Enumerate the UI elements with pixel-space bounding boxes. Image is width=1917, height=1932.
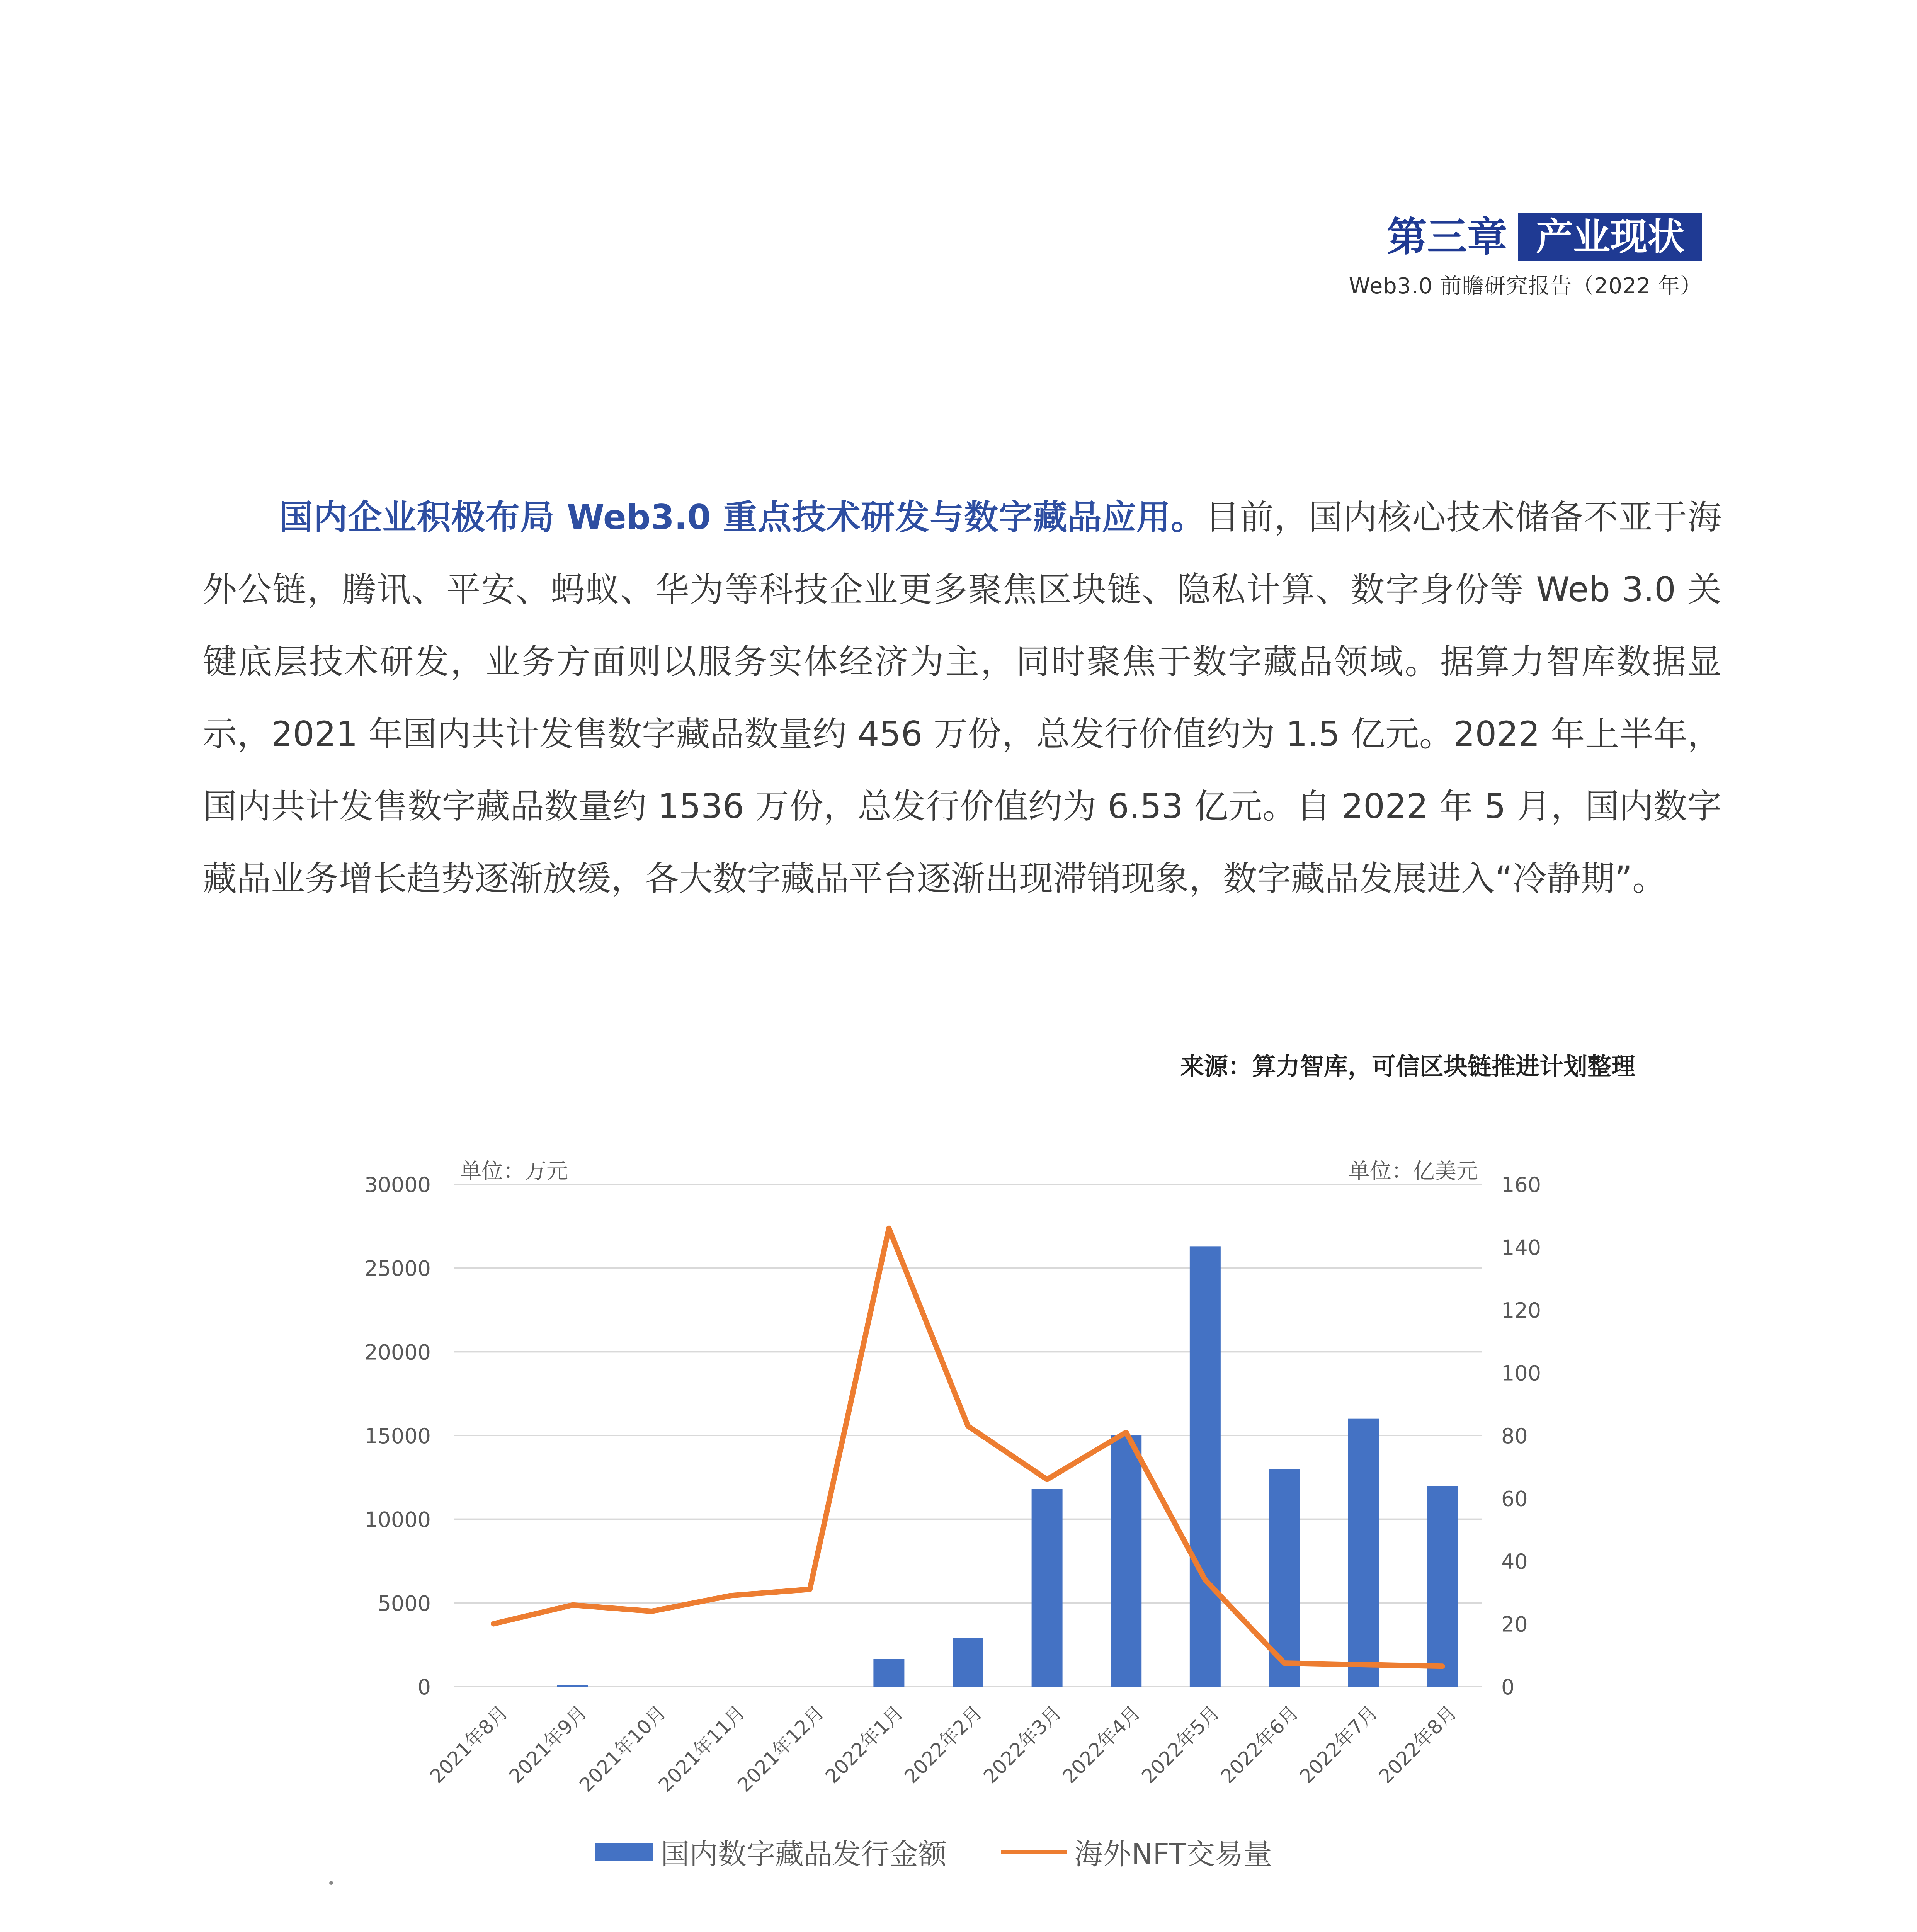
x-tick-label: 2021年11月 [654, 1701, 750, 1797]
chapter-title: 产业现状 [1518, 213, 1702, 261]
x-tick-label: 2022年7月 [1295, 1701, 1382, 1788]
bar [1427, 1486, 1458, 1687]
x-tick-label: 2021年10月 [575, 1701, 671, 1797]
bar [1111, 1435, 1141, 1687]
right-axis-ticks [1501, 1173, 1541, 1699]
legend-label-bars: 国内数字藏品发行金额 [661, 1838, 947, 1871]
legend-item-line [1001, 1832, 1272, 1872]
paragraph-lead: 国内企业积极布局 Web3.0 重点技术研发与数字藏品应用。 [279, 497, 1206, 537]
left-axis-ticks [364, 1173, 431, 1699]
bar [1032, 1489, 1063, 1687]
left-axis-unit: 单位：万元 [460, 1159, 568, 1184]
legend-item-bars [595, 1832, 947, 1872]
right-tick-label: 20 [1501, 1612, 1528, 1637]
x-tick-label: 2022年2月 [900, 1701, 987, 1788]
bar [873, 1659, 904, 1687]
left-tick-label: 25000 [364, 1256, 431, 1281]
x-tick-label: 2021年8月 [425, 1701, 512, 1788]
bar-series [557, 1246, 1458, 1687]
bar [1190, 1246, 1221, 1687]
right-tick-label: 160 [1501, 1173, 1541, 1197]
legend-line-swatch [1001, 1850, 1067, 1854]
x-tick-label: 2022年5月 [1137, 1701, 1224, 1788]
line-series [493, 1228, 1442, 1666]
legend-label-line: 海外NFT交易量 [1074, 1838, 1272, 1871]
right-tick-label: 120 [1501, 1298, 1541, 1323]
source-note: 来源：算力智库，可信区块链推进计划整理 [1180, 1052, 1635, 1080]
x-tick-label: 2022年4月 [1058, 1701, 1145, 1788]
left-tick-label: 20000 [364, 1340, 431, 1365]
right-tick-label: 0 [1501, 1675, 1515, 1699]
x-tick-label: 2022年1月 [821, 1701, 908, 1788]
x-tick-label: 2021年12月 [733, 1701, 829, 1797]
right-tick-label: 80 [1501, 1424, 1528, 1448]
paragraph-text: 目前，国内核心技术储备不亚于海外公链，腾讯、平安、蚂蚁、华为等科技企业更多聚焦区块链、隐私计算、数字身份等 Web 3.0 关键底层技术研发，业务方面则以服务实体经济为主，同时聚焦于数字藏品领域。据算力智库数据显示，2021 年国内共计发售数字藏品数量约 456 万份，总发行价值约为 1.5 亿元。2022 年上半年，国内共计发售数字藏品数量约 1536 万份，总发行价值约为 6.53 亿元。自 2022 年 5 月，国内数字藏品业务增长趋势逐渐放缓，各大数字藏品平台逐渐出现滞销现象，数字藏品发展进入“冷静期”。 [203, 497, 1721, 898]
left-tick-label: 5000 [378, 1591, 431, 1616]
x-tick-label: 2021年9月 [505, 1701, 592, 1788]
left-tick-label: 10000 [364, 1507, 431, 1532]
x-tick-label: 2022年8月 [1374, 1701, 1461, 1788]
chart-gridlines [454, 1184, 1482, 1687]
stray-dot [329, 1881, 333, 1885]
legend-bar-swatch [595, 1843, 653, 1861]
chapter-number: 第三章 [1386, 213, 1507, 260]
report-title: Web3.0 前瞻研究报告（2022 年） [1349, 274, 1702, 299]
right-tick-label: 60 [1501, 1486, 1528, 1511]
chart-legend [595, 1832, 1326, 1872]
right-tick-label: 40 [1501, 1549, 1528, 1574]
right-axis-unit: 单位：亿美元 [1348, 1159, 1478, 1184]
bar [953, 1638, 983, 1687]
left-tick-label: 0 [417, 1675, 431, 1699]
x-tick-label: 2022年3月 [979, 1701, 1066, 1788]
x-axis-labels [426, 1701, 1461, 1796]
right-tick-label: 100 [1501, 1361, 1541, 1386]
left-tick-label: 15000 [364, 1424, 431, 1448]
bar [1348, 1419, 1379, 1687]
bar [557, 1685, 588, 1687]
x-tick-label: 2022年6月 [1216, 1701, 1303, 1788]
nft-volume-line [493, 1228, 1442, 1666]
right-tick-label: 140 [1501, 1235, 1541, 1260]
left-tick-label: 30000 [364, 1173, 431, 1197]
